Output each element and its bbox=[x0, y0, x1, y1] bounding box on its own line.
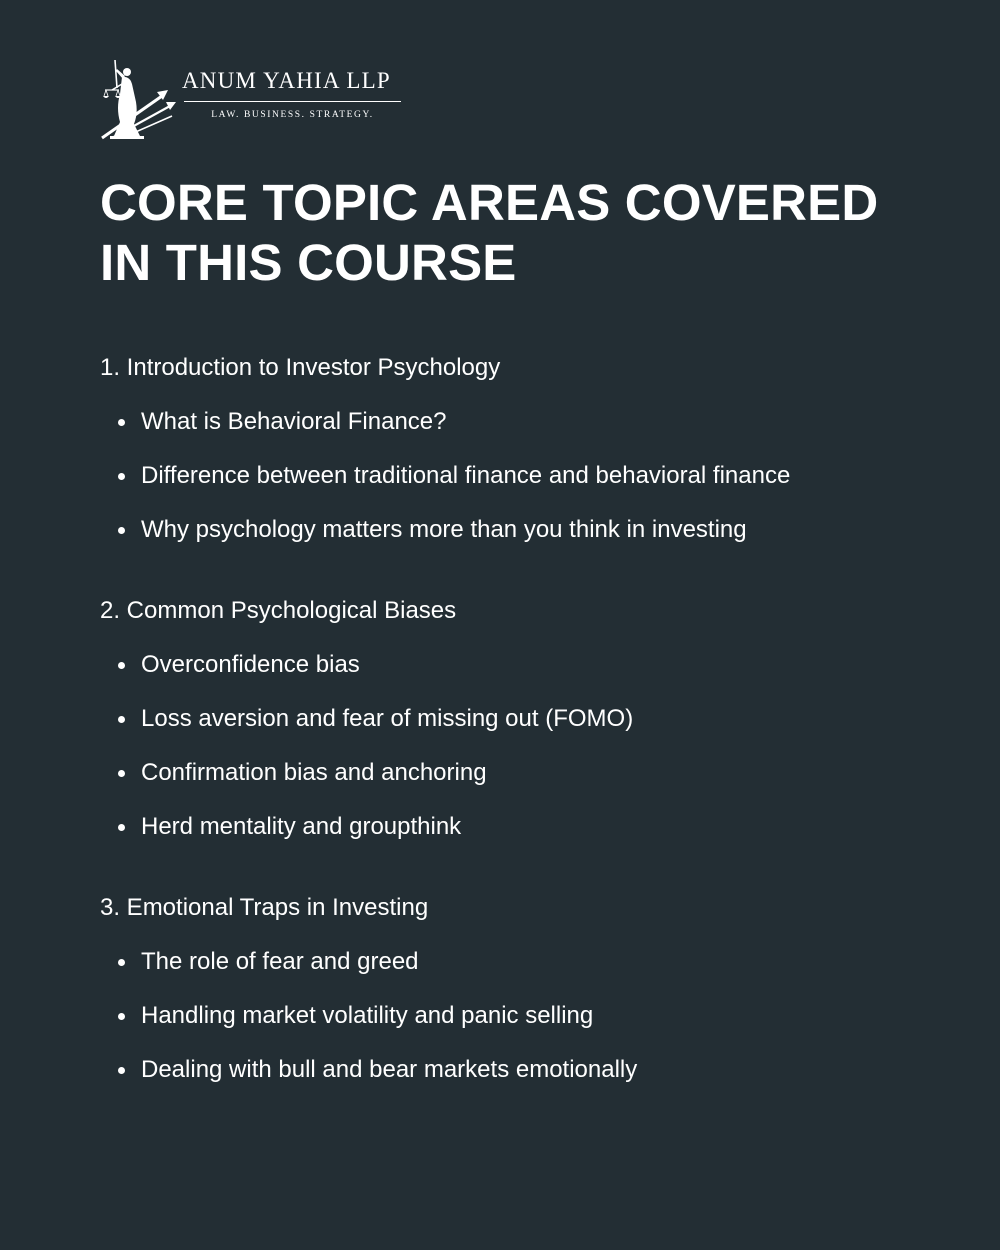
list-item-text: What is Behavioral Finance? bbox=[141, 408, 447, 435]
section-heading: 1. Introduction to Investor Psychology bbox=[100, 354, 501, 381]
list-item-text: Difference between traditional finance and behavioral finance bbox=[141, 462, 791, 489]
list-item bbox=[100, 812, 960, 842]
page-title-line-1: CORE TOPIC AREAS COVERED bbox=[100, 174, 879, 231]
bullet-dot-icon bbox=[118, 959, 125, 966]
topic-section-3 bbox=[100, 893, 960, 1085]
bullet-list bbox=[100, 947, 960, 1085]
list-item-text: Herd mentality and groupthink bbox=[141, 813, 462, 840]
topic-section-2 bbox=[100, 596, 960, 842]
brand-logo bbox=[100, 58, 410, 142]
list-item bbox=[100, 515, 960, 545]
list-item-text: Why psychology matters more than you think in investing bbox=[141, 516, 747, 543]
bullet-list bbox=[100, 650, 960, 842]
bullet-dot-icon bbox=[118, 419, 125, 426]
bullet-dot-icon bbox=[118, 824, 125, 831]
page-title bbox=[100, 173, 920, 293]
list-item bbox=[100, 758, 960, 788]
list-item-text: The role of fear and greed bbox=[141, 948, 419, 975]
bullet-dot-icon bbox=[118, 1067, 125, 1074]
lady-justice-logo-icon bbox=[100, 58, 178, 140]
list-item-text: Loss aversion and fear of missing out (FOMO) bbox=[141, 705, 634, 732]
bullet-dot-icon bbox=[118, 1013, 125, 1020]
section-heading: 3. Emotional Traps in Investing bbox=[100, 894, 429, 921]
brand-name: ANUM YAHIA LLP bbox=[182, 68, 391, 93]
list-item bbox=[100, 1001, 960, 1031]
list-item bbox=[100, 407, 960, 437]
list-item bbox=[100, 1055, 960, 1085]
list-item bbox=[100, 704, 960, 734]
bullet-dot-icon bbox=[118, 662, 125, 669]
list-item bbox=[100, 461, 960, 491]
list-item-text: Handling market volatility and panic selling bbox=[141, 1002, 594, 1029]
list-item-text: Confirmation bias and anchoring bbox=[141, 759, 487, 786]
list-item-text: Dealing with bull and bear markets emotionally bbox=[141, 1056, 638, 1083]
bullet-list bbox=[100, 407, 960, 545]
list-item bbox=[100, 947, 960, 977]
page-title-line-2: IN THIS COURSE bbox=[100, 234, 517, 291]
list-item bbox=[100, 650, 960, 680]
bullet-dot-icon bbox=[118, 473, 125, 480]
bullet-dot-icon bbox=[118, 716, 125, 723]
bullet-dot-icon bbox=[118, 770, 125, 777]
brand-divider bbox=[184, 101, 401, 102]
brand-tagline: LAW. BUSINESS. STRATEGY. bbox=[211, 110, 374, 120]
section-heading: 2. Common Psychological Biases bbox=[100, 597, 457, 624]
list-item-text: Overconfidence bias bbox=[141, 651, 360, 678]
topic-section-1 bbox=[100, 353, 960, 545]
bullet-dot-icon bbox=[118, 527, 125, 534]
